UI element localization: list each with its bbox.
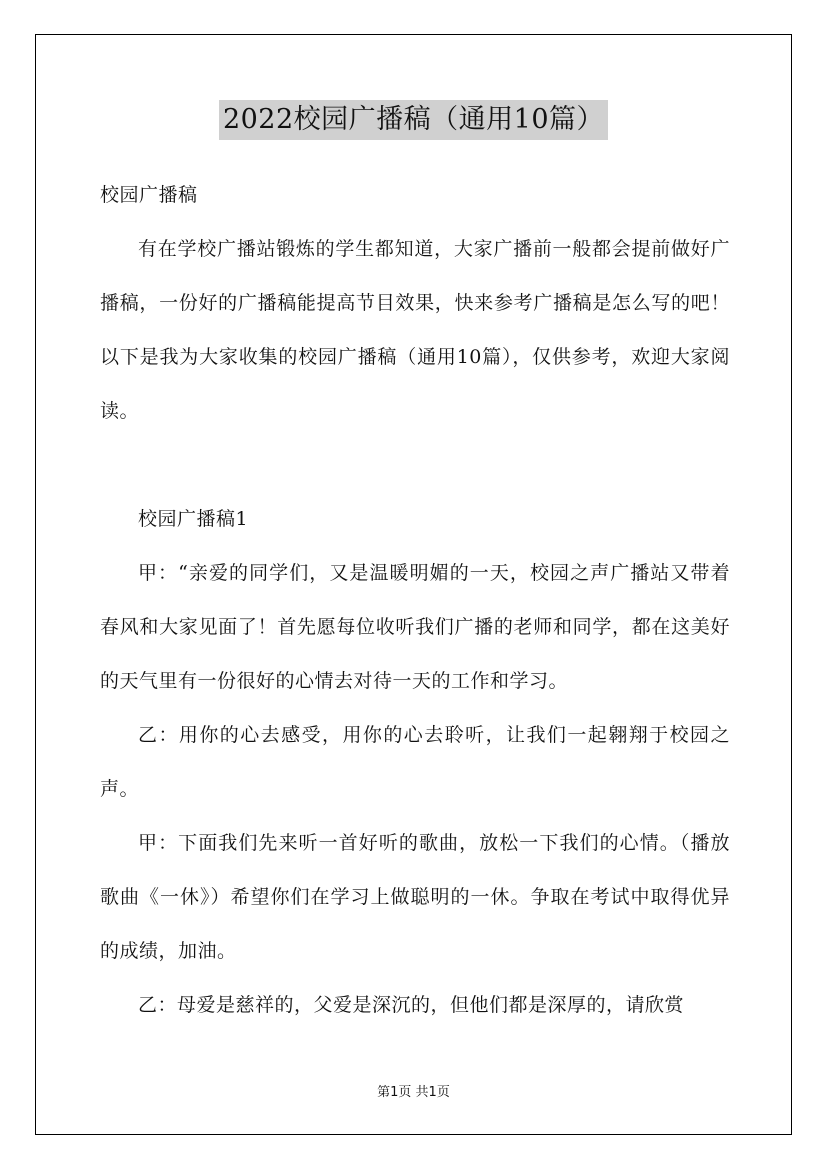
page-footer: 第1页 共1页 xyxy=(377,1085,450,1100)
body-paragraph: 甲：“亲爱的同学们，又是温暖明媚的一天，校园之声广播站又带着春风和大家见面了！首先愿每位收听我们广播的老师和同学，都在这美好的天气里有一份很好的心情去对待一天的工作和学习。 xyxy=(100,562,730,692)
document-title-container xyxy=(0,100,827,140)
body-paragraph: 甲：下面我们先来听一首好听的歌曲，放松一下我们的心情。（播放歌曲《一休》）希望你们在学习上做聪明的一休。争取在考试中取得优异的成绩，加油。 xyxy=(100,832,730,962)
section-heading: 校园广播稿 xyxy=(100,184,198,206)
document-body xyxy=(100,168,730,1032)
body-paragraph: 乙：用你的心去感受，用你的心去聆听，让我们一起翱翔于校园之声。 xyxy=(100,724,730,800)
document-title: 2022校园广播稿（通用10篇） xyxy=(219,100,608,140)
body-paragraph: 乙：母爱是慈祥的，父爱是深沉的，但他们都是深厚的，请欣赏 xyxy=(138,994,685,1016)
subsection-heading: 校园广播稿1 xyxy=(138,508,249,530)
intro-paragraph: 有在学校广播站锻炼的学生都知道，大家广播前一般都会提前做好广播稿，一份好的广播稿能提高节目效果，快来参考广播稿是怎么写的吧！以下是我为大家收集的校园广播稿（通用10篇），仅供参考，欢迎大家阅读。 xyxy=(100,238,730,422)
paragraph-spacer xyxy=(100,438,730,492)
